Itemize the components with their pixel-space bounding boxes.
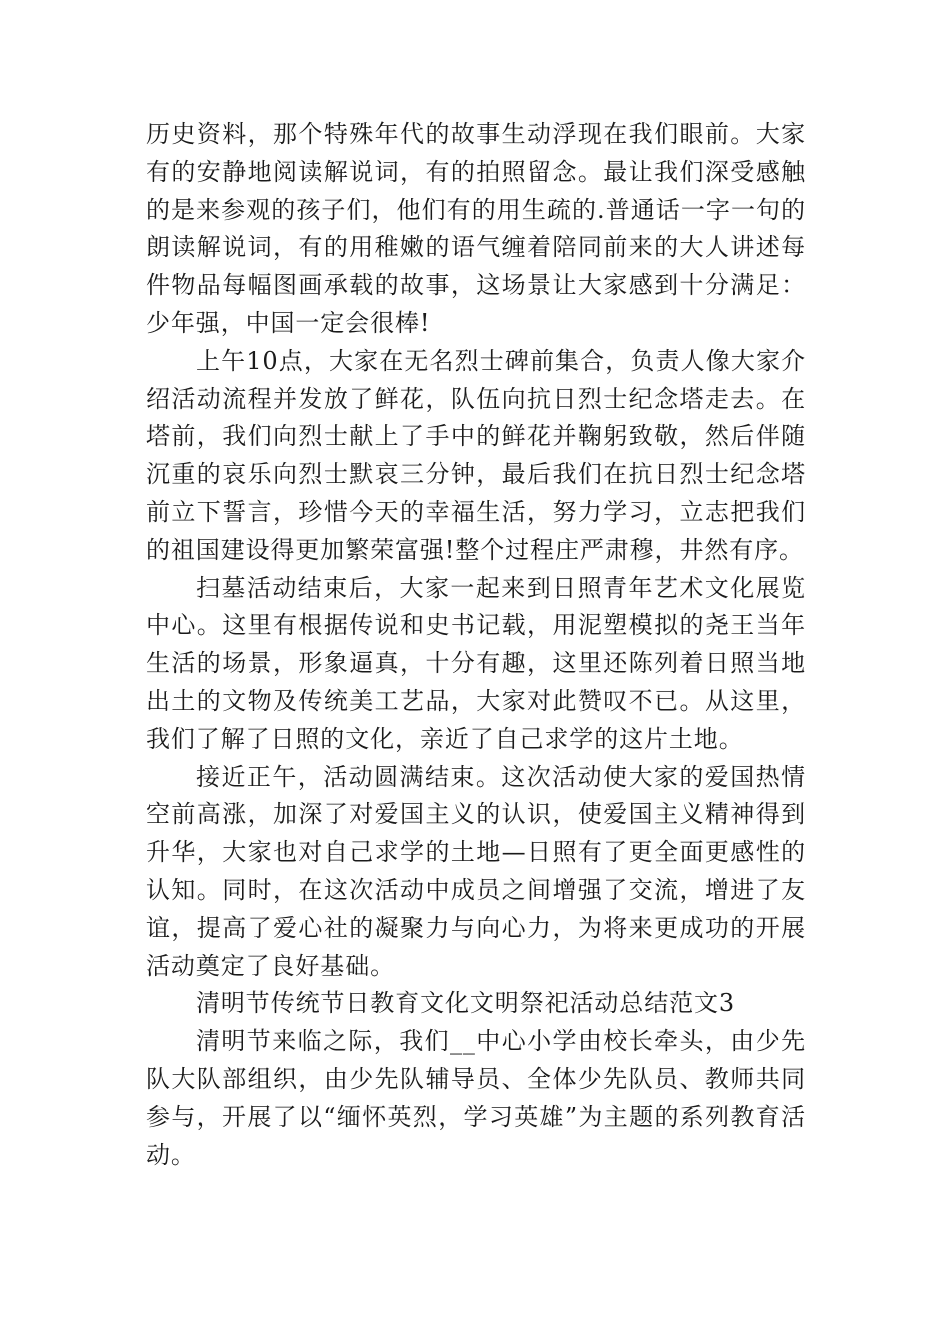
- document-body: [146, 116, 806, 1174]
- paragraph-conclusion: 接近正午，活动圆满结束。这次活动使大家的爱国热情空前高涨，加深了对爱国主义的认识，使爱国主义精神得到升华，大家也对自己求学的土地—日照有了更全面更感性的认知。同时，在这次活动中成员之间增强了交流，增进了友谊，提高了爱心社的凝聚力与向心力，为将来更成功的开展活动奠定了良好基础。: [146, 762, 806, 980]
- paragraph-ceremony: 上午10点，大家在无名烈士碑前集合，负责人像大家介绍活动流程并发放了鲜花，队伍向抗日烈士纪念塔走去。在塔前，我们向烈士献上了手中的鲜花并鞠躬致敬，然后伴随沉重的哀乐向烈士默哀三分钟，最后我们在抗日烈士纪念塔前立下誓言，珍惜今天的幸福生活，努力学习，立志把我们的祖国建设得更加繁荣富强!整个过程庄严肃穆，井然有序。: [146, 346, 806, 564]
- paragraph-exhibition: 扫墓活动结束后，大家一起来到日照青年艺术文化展览中心。这里有根据传说和史书记载，用泥塑模拟的尧王当年生活的场景，形象逼真，十分有趣，这里还陈列着日照当地出土的文物及传统美工艺品，大家对此赞叹不已。从这里，我们了解了日照的文化，亲近了自己求学的这片土地。: [146, 573, 806, 753]
- paragraph-continuation: 历史资料，那个特殊年代的故事生动浮现在我们眼前。大家有的安静地阅读解说词，有的拍照留念。最让我们深受感触的是来参观的孩子们，他们有的用生疏的.普通话一字一句的朗读解说词，有的用稚嫩的语气缠着陪同前来的大人讲述每件物品每幅图画承载的故事，这场景让大家感到十分满足：少年强，中国一定会很棒!: [146, 120, 806, 337]
- section-heading: 清明节传统节日教育文化文明祭祀活动总结范文3: [196, 989, 736, 1018]
- paragraph-section-intro: 清明节来临之际，我们__中心小学由校长牵头，由少先队大队部组织，由少先队辅导员、全体少先队员、教师共同参与，开展了以“缅怀英烈，学习英雄”为主题的系列教育活动。: [146, 1027, 806, 1169]
